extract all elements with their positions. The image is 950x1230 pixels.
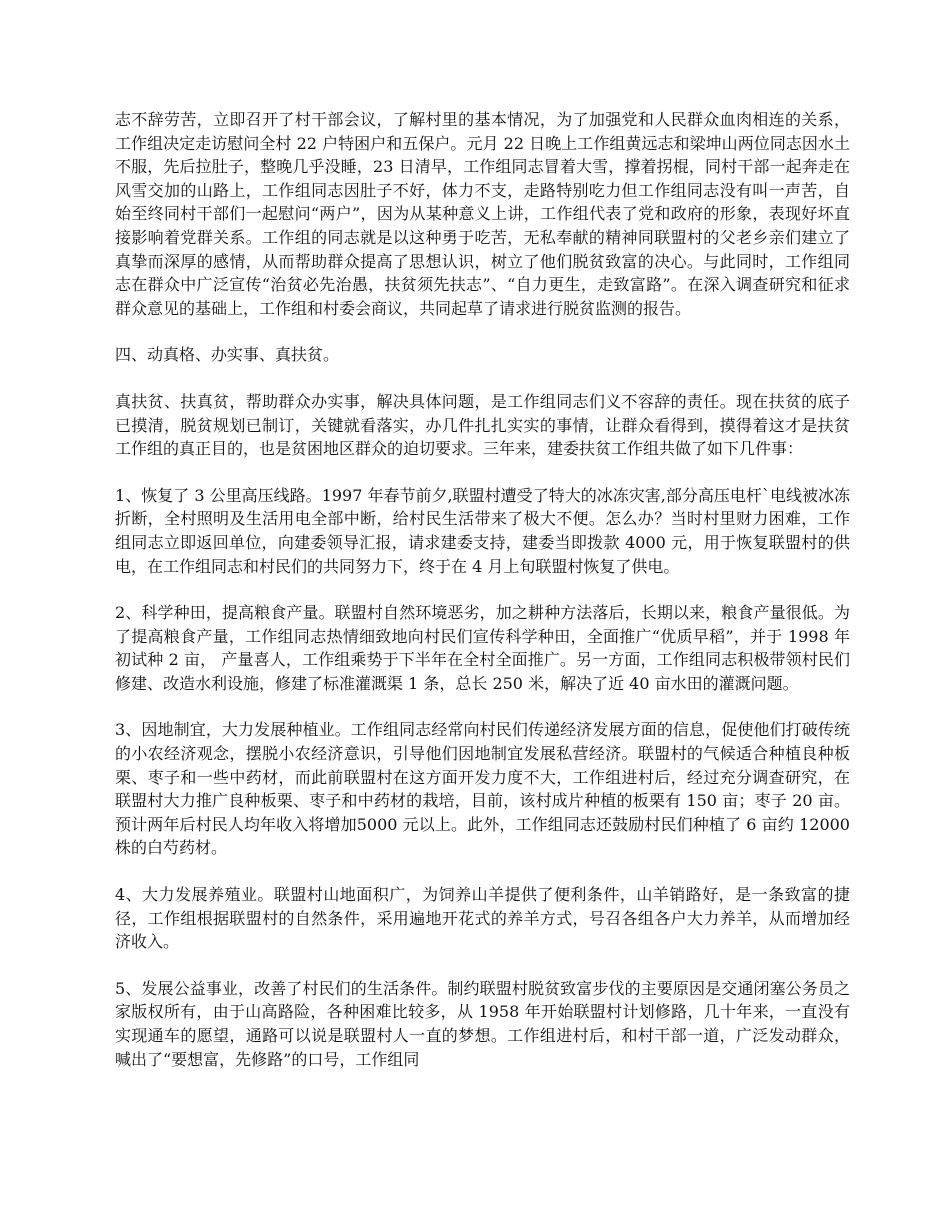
list-item-scientific-farming: 2、科学种田，提高粮食产量。联盟村自然环境恶劣，加之耕种方法落后，长期以来，粮食产量很低。为了提高粮食产量，工作组同志热情细致地向村民们宣传科学种田，全面推广“优质早稻”，并于 1998 年初试种 2 亩， 产量喜人，工作组乘势于下半年在全村全面推广。另一方面，工作组同志积极带领村民们修建、改造水利设施，修建了标准灌溉渠 1 条，总长 250 米，解决了近 40 亩水田的灌溉问题。 <box>115 603 850 693</box>
paragraph-real-poverty-relief: 真扶贫、扶真贫，帮助群众办实事，解决具体问题，是工作组同志们义不容辞的责任。现在扶贫的底子已摸清，脱贫规划已制订，关键就看落实，办几件扎扎实实的事情，让群众看得到，摸得着这才是扶贫工作组的真正目的，也是贫困地区群众的迫切要求。三年来，建委扶贫工作组共做了如下几件事： <box>115 391 850 459</box>
section-heading-four: 四、动真格、办实事、真扶贫。 <box>115 345 340 365</box>
list-item-power-line: 1、恢复了 3 公里高压线路。1997 年春节前夕,联盟村遭受了特大的冰冻灾害,部分高压电杆`电线被冰冻折断，全村照明及生活用电全部中断，给村民生活带来了极大不便。怎么办？当时村里财力困难，工作组同志立即返回单位，向建委领导汇报，请求建委支持，建委当即拨款 4000 元，用于恢复联盟村的供电，在工作组同志和村民们的共同努力下，终于在 4 月上旬联盟村恢复了供电。 <box>115 485 850 576</box>
list-item-planting: 3、因地制宜，大力发展种植业。工作组同志经常向村民们传递经济发展方面的信息，促使他们打破传统的小农经济观念，摆脱小农经济意识，引导他们因地制宜发展私营经济。联盟村的气候适合种植良种板栗、枣子和一些中药材，而此前联盟村在这方面开发力度不大，工作组进村后，经过充分调查研究，在联盟村大力推广良种板栗、枣子和中药材的栽培，目前，该村成片种植的板栗有 150 亩；枣子 20 亩。预计两年后村民人均年收入将增加5000 元以上。此外，工作组同志还鼓励村民们种植了 6 亩约 12000 株的白芍药材。 <box>115 720 850 858</box>
paragraph-visit-households: 志不辞劳苦，立即召开了村干部会议，了解村里的基本情况，为了加强党和人民群众血肉相连的关系，工作组决定走访慰问全村 22 户特困户和五保户。元月 22 日晚上工作组黄远志和梁坤山两位同志因水土不服，先后拉肚子，整晚几乎没睡，23 日清早，工作组同志冒着大雪，撑着拐棍，同村干部一起奔走在风雪交加的山路上，工作组同志因肚子不好，体力不支，走路特别吃力但工作组同志没有叫一声苦，自始至终同村干部们一起慰问“两户”，因为从某种意义上讲，工作组代表了党和政府的形象，表现好坏直接影响着党群关系。工作组的同志就是以这种勇于吃苦，无私奉献的精神同联盟村的父老乡亲们建立了真挚而深厚的感情，从而帮助群众提高了思想认识，树立了他们脱贫致富的决心。与此同时，工作组同志在群众中广泛宣传“治贫必先治愚，扶贫须先扶志”、“自力更生，走致富路”。在深入调查研究和征求群众意见的基础上，工作组和村委会商议，共同起草了请求进行脱贫监测的报告。 <box>115 110 850 318</box>
document-body <box>115 108 850 1094</box>
list-item-breeding: 4、大力发展养殖业。联盟村山地面积广，为饲养山羊提供了便利条件，山羊销路好，是一条致富的捷径，工作组根据联盟村的自然条件，采用遍地开花式的养羊方式，号召各组各户大力养羊，从而增加经济收入。 <box>115 885 850 952</box>
list-item-public-welfare: 5、发展公益事业，改善了村民们的生活条件。制约联盟村脱贫致富步伐的主要原因是交通闭塞公务员之家版权所有，由于山高路险，各种困难比较多，从 1958 年开始联盟村计划修路，几十年来，一直没有实现通车的愿望，通路可以说是联盟村人一直的梦想。工作组进村后，和村干部一道，广泛发动群众，喊出了“要想富，先修路”的口号，工作组同 <box>115 978 850 1069</box>
